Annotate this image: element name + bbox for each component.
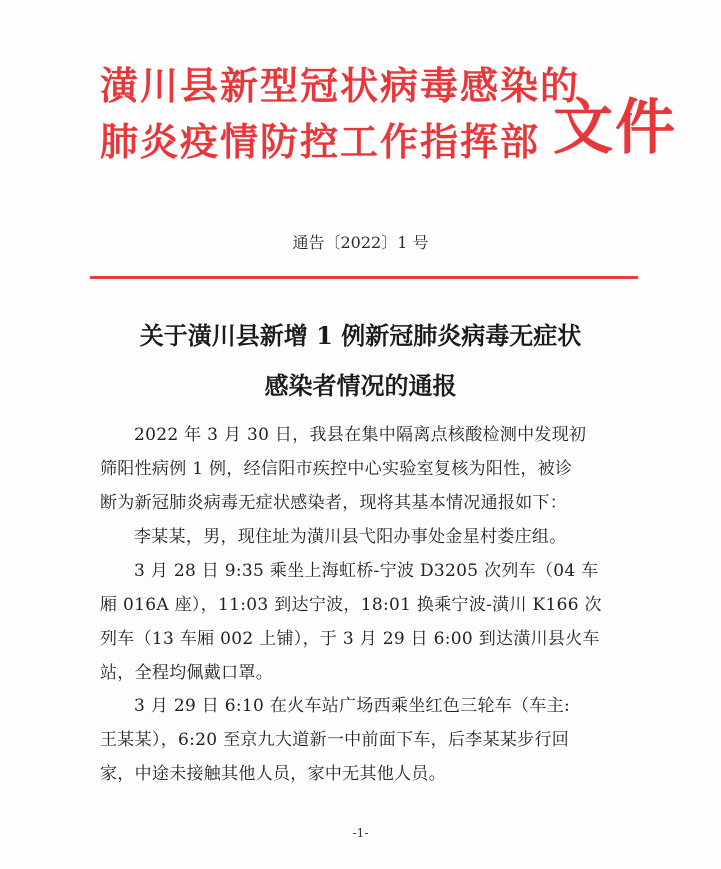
document-title-line-2: 感染者情况的通报: [264, 371, 457, 400]
paragraph-line: 家，中途未接触其他人员，家中无其他人员。: [100, 764, 446, 784]
organization-line-2: 肺炎疫情防控工作指挥部: [100, 119, 541, 164]
body-paragraph-1: [100, 418, 640, 520]
document-title-line-1: 关于潢川县新增 1 例新冠肺炎病毒无症状: [139, 321, 582, 350]
paragraph-line: 筛阳性病例 1 例，经信阳市疾控中心实验室复核为阳性，被诊: [100, 459, 573, 479]
document-type-label: 文件: [553, 93, 677, 163]
body-paragraph-2: [100, 520, 640, 554]
issuing-organization: [100, 58, 580, 170]
page-number: -1-: [352, 826, 369, 840]
paragraph-line: 厢 016A 座），11:03 到达宁波，18:01 换乘宁波-潢川 K166 次: [100, 595, 602, 615]
body-paragraph-3: [100, 554, 640, 690]
red-divider-line: [90, 276, 638, 279]
paragraph-line: 站，全程均佩戴口罩。: [100, 663, 273, 683]
paragraph-line: 3 月 28 日 9:35 乘坐上海虹桥-宁波 D3205 次列车（04 车: [134, 561, 599, 581]
paragraph-line: 王某某），6:20 至京九大道新一中前面下车，后李某某步行回: [100, 730, 570, 750]
paragraph-line: 2022 年 3 月 30 日，我县在集中隔离点核酸检测中发现初: [134, 425, 587, 445]
paragraph-line: 断为新冠肺炎病毒无症状感染者，现将其基本情况通报如下：: [100, 493, 568, 513]
organization-line-1: 潢川县新型冠状病毒感染的: [100, 63, 581, 108]
document-number: 通告〔2022〕1 号: [292, 233, 429, 252]
paragraph-line: 李某某，男，现住址为潢川县弋阳办事处金星村娄庄组。: [134, 527, 567, 547]
body-paragraph-4: [100, 689, 640, 791]
paragraph-line: 列车（13 车厢 002 上铺），于 3 月 29 日 6:00 到达潢川县火车: [100, 629, 600, 649]
paragraph-line: 3 月 29 日 6:10 在火车站广场西乘坐红色三轮车（车主:: [134, 696, 570, 716]
